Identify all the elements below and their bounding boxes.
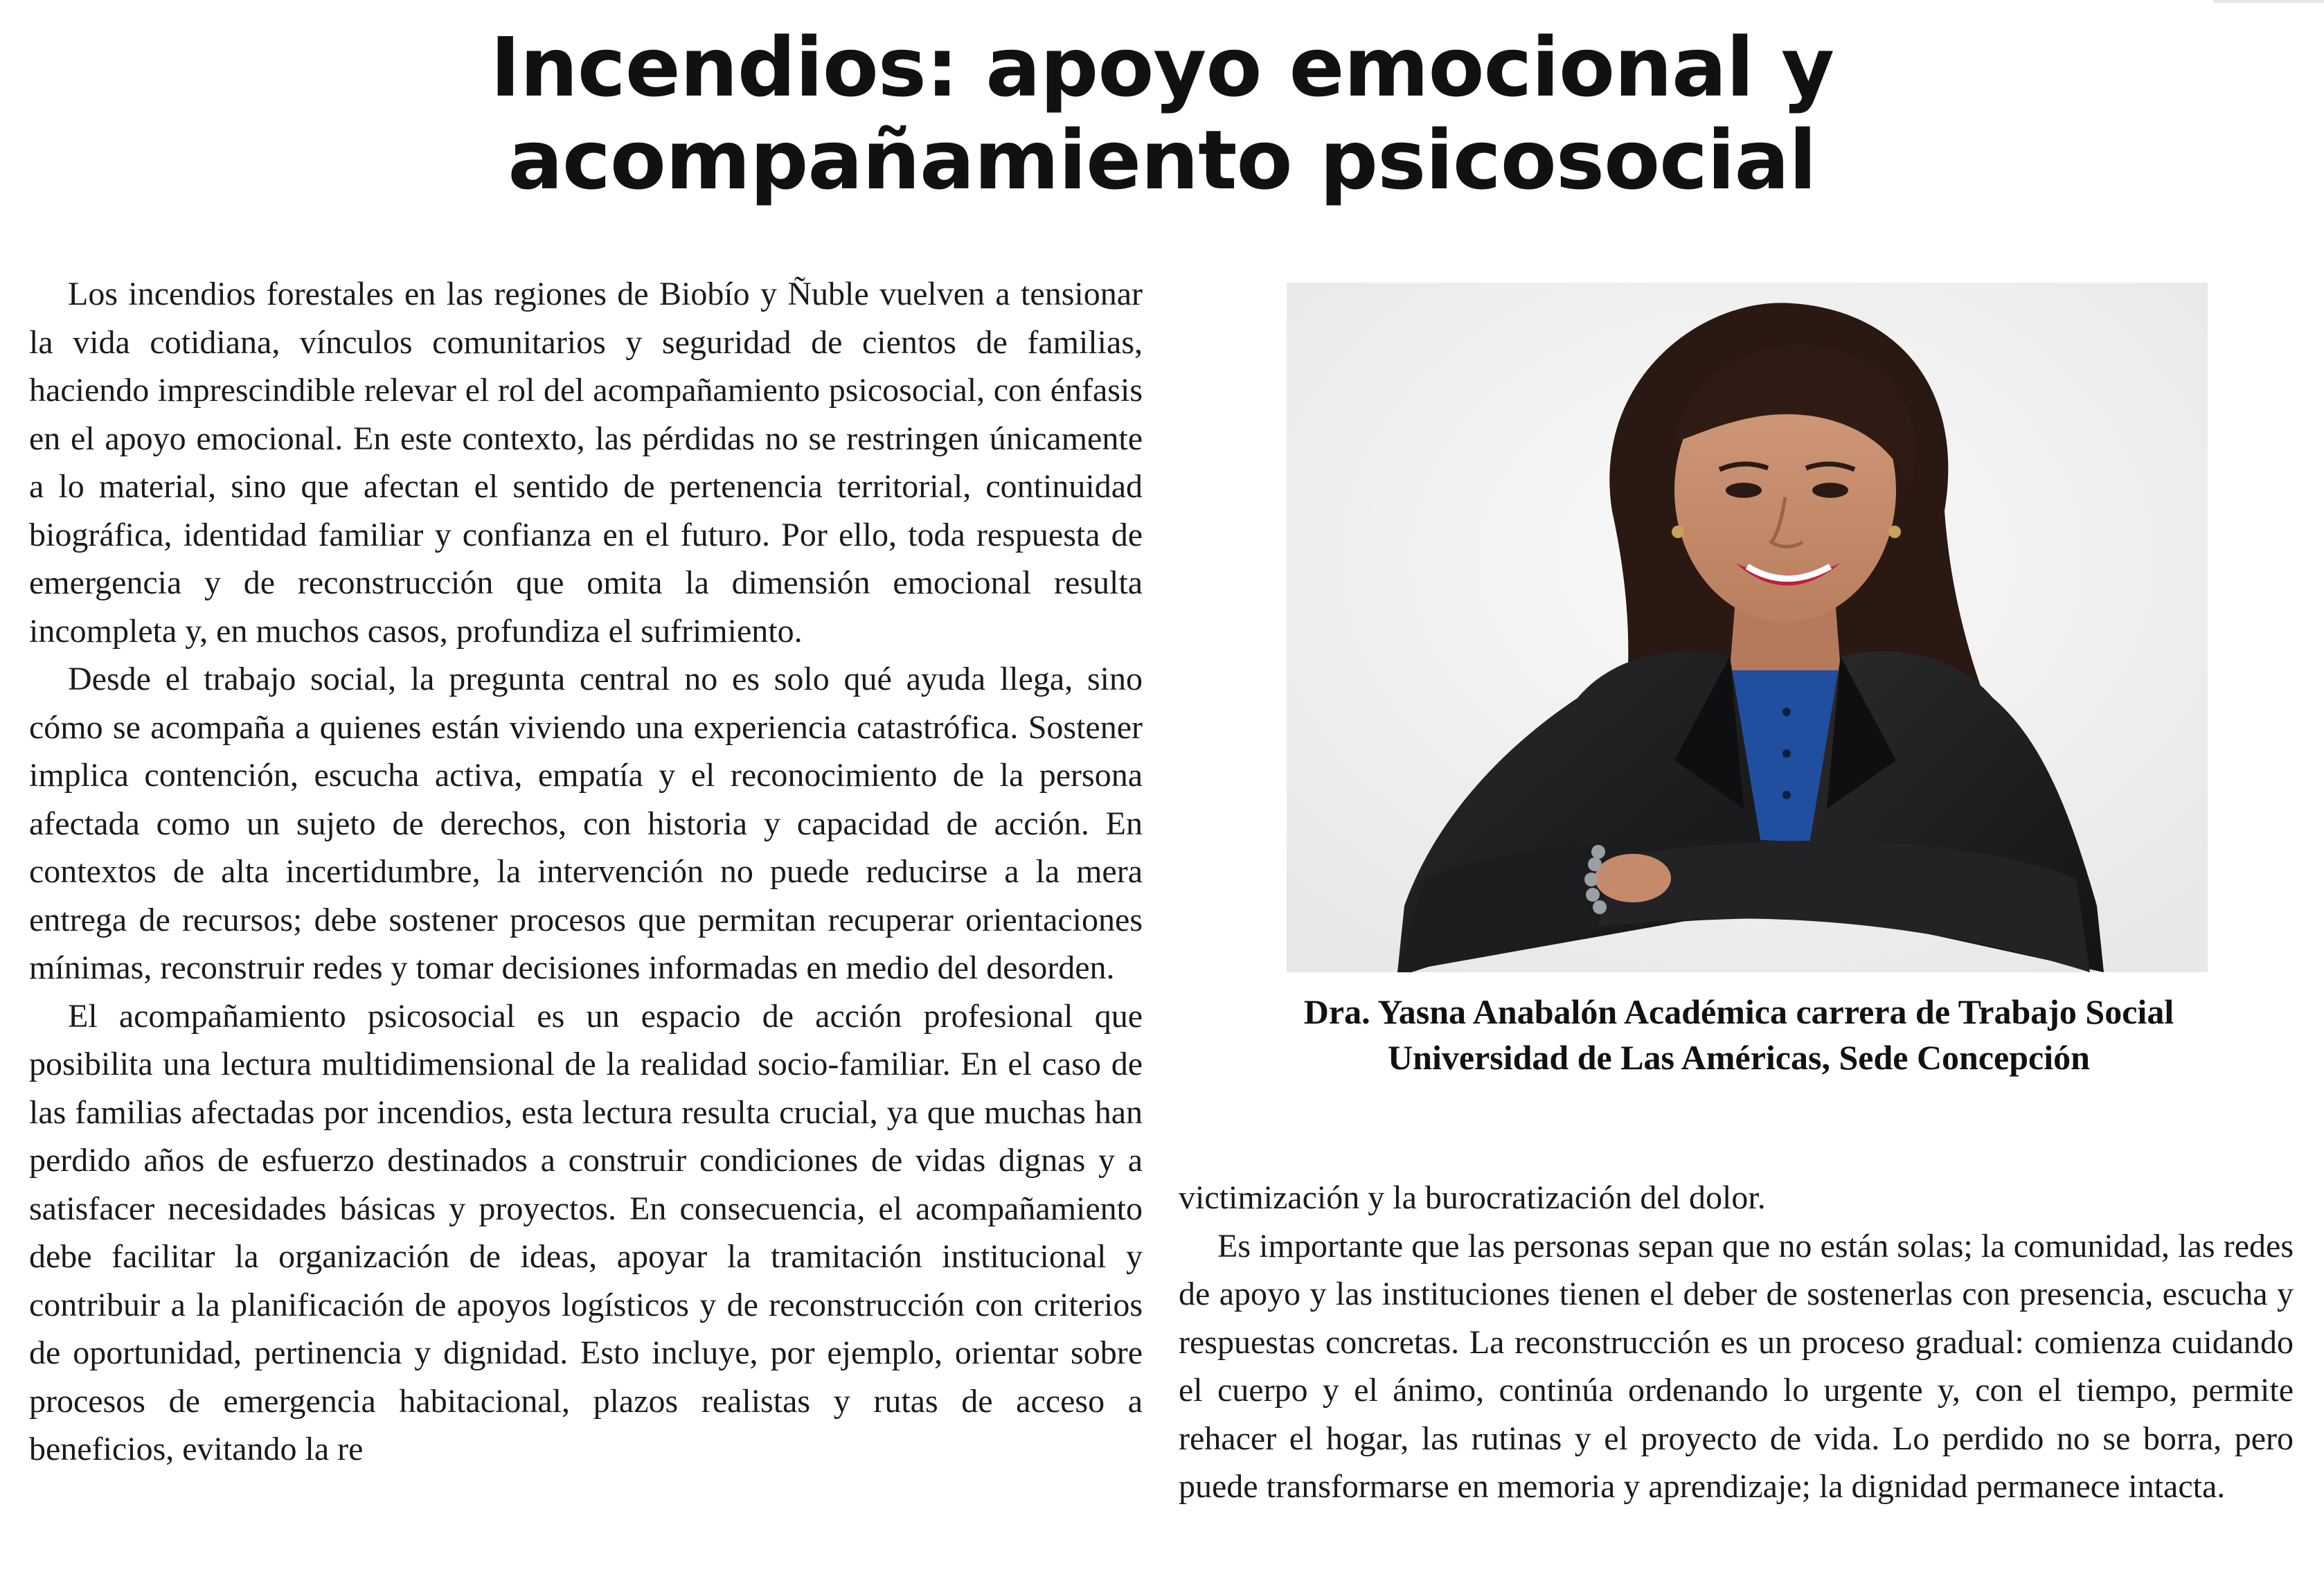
- caption-line-2: Universidad de Las Américas, Sede Concepción: [1388, 1038, 2090, 1077]
- photo-caption: [1177, 989, 2300, 1080]
- right-column: [1179, 1174, 2294, 1511]
- paragraph-4: Es importante que las personas sepan que no están solas; la comunidad, las redes de apoyo y las instituciones tienen el deber de sostenerlas con presencia, escucha y respuestas concretas. La reconstrucción es un proceso gradual: comienza cuidando el cuerpo y el ánimo, continúa ordenando lo urgente y, con el tiempo, permite rehacer el hogar, las rutinas y el proyecto de vida. Lo perdido no se borra, pero puede transformarse en memoria y aprendizaje; la dignidad permanece intacta.: [1179, 1227, 2294, 1505]
- title-line-1: Incendios: apoyo emocional y: [490, 19, 1834, 115]
- paragraph-1: Los incendios forestales en las regiones de Biobío y Ñuble vuelven a tensionar la vida cotidiana, vínculos comunitarios y seguridad de cientos de familias, haciendo imprescindible relevar el rol del acompañamiento psicosocial, con énfasis en el apoyo emocional. En este contexto, las pérdidas no se restringen únicamente a lo material, sino que afectan el sentido de pertenencia territorial, continuidad biográfica, identidad familiar y confianza en el futuro. Por ello, toda respuesta de emergencia y de reconstrucción que omita la dimensión emocional resulta incompleta y, en muchos casos, profundiza el sufrimiento.: [29, 276, 1143, 650]
- author-photo: [1287, 283, 2208, 972]
- article-title: [0, 21, 2324, 206]
- top-rule: [2213, 0, 2324, 3]
- paragraph-3: El acompañamiento psicosocial es un espacio de acción profesional que posibilita una lectura multidimensional de la realidad socio-familiar. En el caso de las familias afectadas por incendios, esta lectura resulta crucial, ya que muchas han perdido años de esfuerzo destinados a construir condiciones de vidas dignas y a satisfacer necesidades básicas y proyectos. En consecuencia, el acompañamiento debe facilitar la organización de ideas, apoyar la tramitación institucional y contribuir a la planificación de apoyos logísticos y de reconstrucción con criterios de oportunidad, pertinencia y dignidad. Esto incluye, por ejemplo, orientar sobre procesos de emergencia habitacional, plazos realistas y rutas de acceso a beneficios, evitando la re: [29, 997, 1143, 1467]
- paragraph-2: Desde el trabajo social, la pregunta central no es solo qué ayuda llega, sino cómo se acompaña a quienes están viviendo una experiencia catastrófica. Sostener implica contención, escucha activa, empatía y el reconocimiento de la persona afectada como un sujeto de derechos, con historia y capacidad de acción. En contextos de alta incertidumbre, la intervención no puede reducirse a la mera entrega de recursos; debe sostener procesos que permitan recuperar orientaciones mínimas, reconstruir redes y tomar decisiones informadas en medio del desorden.: [29, 661, 1143, 986]
- paragraph-3-continued: victimización y la burocratización del dolor.: [1179, 1179, 1766, 1216]
- caption-line-1: Dra. Yasna Anabalón Académica carrera de Trabajo Social: [1303, 992, 2174, 1031]
- left-column: [29, 270, 1143, 1474]
- title-line-2: acompañamiento psicosocial: [508, 112, 1816, 208]
- portrait-illustration: [1287, 283, 2208, 972]
